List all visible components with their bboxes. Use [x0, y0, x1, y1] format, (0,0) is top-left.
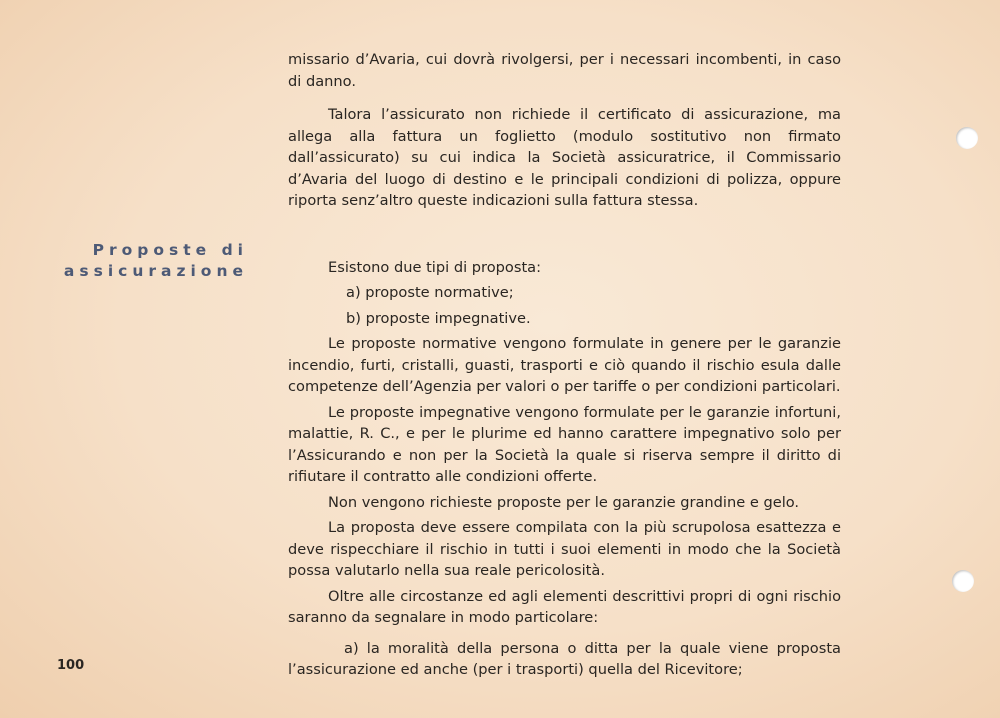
paragraph-certificate: Talora l’assicurato non richiede il certificato di assicurazione, ma allega alla fattura un foglietto (modulo sostitutivo non firmato dall’assicurato) su cui indica la Società assicuratrice, il Commissario d’Avaria del luogo di destino e le principali condizioni di polizza, oppure riporta senz’altro queste indicazioni sulla fattura stessa.	[288, 106, 841, 209]
punch-hole-bottom	[952, 570, 974, 592]
list-item-b: b) proposte impegnative.	[346, 309, 531, 327]
paragraph-circumstances: Oltre alle circostanze ed agli elementi descrittivi propri di ogni rischio saranno da segnalare in modo particolare:	[288, 587, 841, 626]
paragraph-normative: Le proposte normative vengono formulate in genere per le garanzie incendio, furti, cristalli, guasti, trasporti e ciò quando il rischio esula dalle competenze dell’Agenzia per valori o per tariffe o per condizioni particolari.	[288, 335, 841, 395]
page-number: 100	[57, 658, 85, 673]
paragraph-compilation: La proposta deve essere compilata con la più scrupolosa esattezza e deve rispecchiare il rischio in tutti i suoi elementi in modo che la Società possa valutarlo nella sua reale pericolosità.	[288, 519, 841, 579]
list-item-a: a) proposte normative;	[346, 284, 514, 301]
body-text	[288, 49, 841, 681]
paragraph-impegnative: Le proposte impegnative vengono formulate per le garanzie infortuni, malattie, R. C., e per le plurime ed hanno carattere impegnativo solo per l’Assicurando e non per la Società la quale si riserva sempre il diritto di rifiutare il contratto alle condizioni offerte.	[288, 403, 841, 485]
section-heading	[40, 240, 248, 282]
paragraph-proposal-types: Esistono due tipi di proposta:	[328, 258, 542, 276]
section-heading-line-2: assicurazione	[63, 262, 248, 280]
list-item-morality: a) la moralità della persona o ditta per la quale viene proposta l’assicurazione ed anche (per i trasporti) quella del Ricevitore;	[288, 639, 841, 678]
paragraph-no-proposals: Non vengono richieste proposte per le garanzie grandine e gelo.	[328, 493, 800, 511]
paragraph-continuation: missario d’Avaria, cui dovrà rivolgersi, per i necessari incombenti, in caso di danno.	[288, 51, 841, 90]
punch-hole-top	[956, 127, 978, 149]
section-heading-line-1: Proposte di	[92, 241, 248, 259]
